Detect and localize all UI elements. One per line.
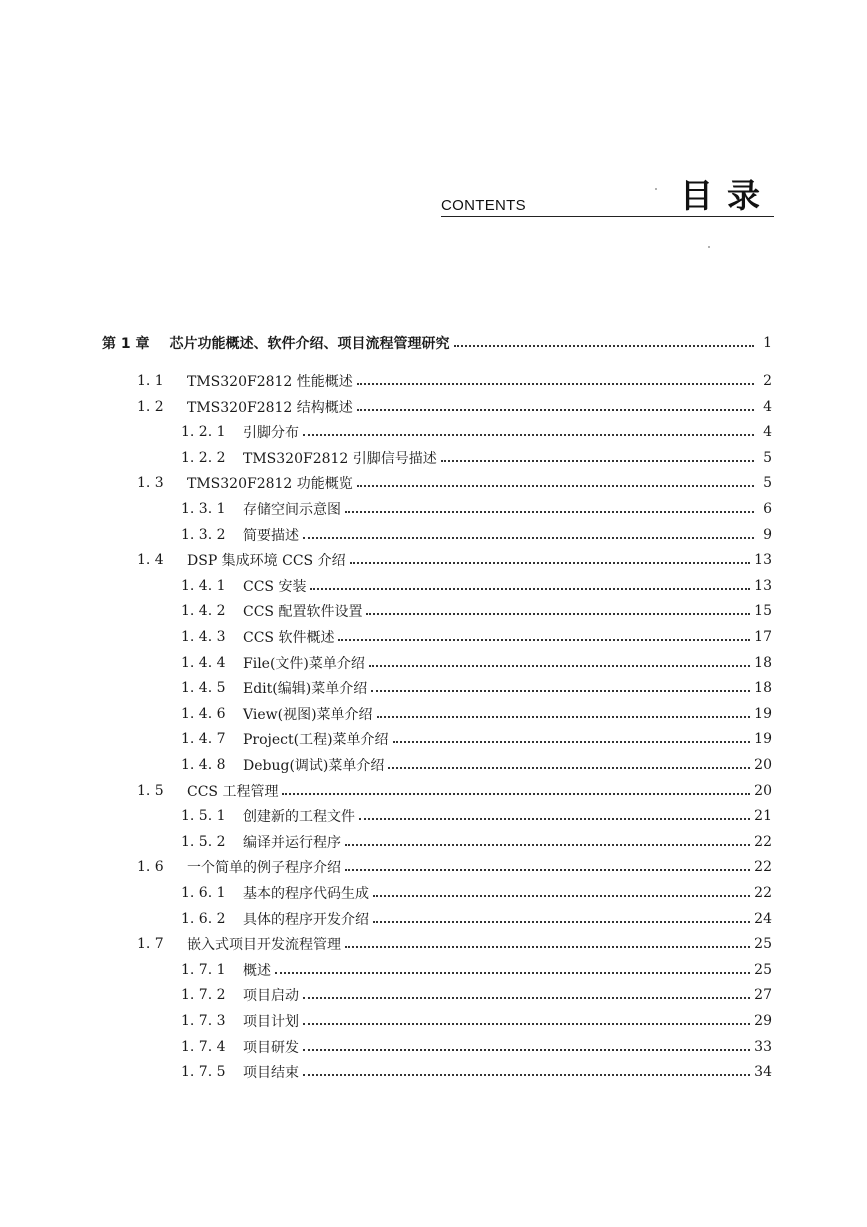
toc-title: 创建新的工程文件: [243, 809, 355, 826]
toc-subsection-entry: [181, 831, 772, 853]
toc-section-entry: [137, 780, 772, 802]
dot-leader: [303, 537, 754, 539]
toc-page-number: 29: [754, 1013, 772, 1029]
toc-title: 项目计划: [243, 1014, 299, 1030]
toc-number: 1. 3. 2: [181, 526, 226, 543]
toc-number: 1. 4: [137, 552, 164, 569]
toc-number: 1. 4. 5: [181, 680, 226, 697]
toc-title: 项目启动: [243, 988, 299, 1005]
toc-number: 1. 2: [137, 398, 164, 415]
toc-number: 1. 4. 4: [181, 654, 226, 671]
toc-page-number: 25: [754, 936, 772, 953]
dot-leader: [303, 1049, 750, 1051]
toc-title: 项目结束: [243, 1065, 299, 1082]
toc-number: 1. 7. 2: [181, 987, 226, 1004]
toc-page-number: 27: [754, 987, 772, 1004]
dot-leader: [388, 767, 750, 769]
dot-leader: [371, 690, 750, 692]
toc-section-entry: [137, 933, 772, 955]
contents-heading-en: CONTENTS: [441, 197, 526, 214]
toc-title: CCS 工程管理: [187, 783, 279, 800]
scan-speck: [708, 246, 710, 248]
toc-page-number: 17: [754, 629, 772, 645]
dot-leader: [357, 485, 754, 487]
toc-section-entry: [137, 549, 772, 571]
toc-title: CCS 配置软件设置: [243, 604, 363, 621]
toc-page-number: 25: [754, 961, 772, 978]
toc-number: 1. 7. 3: [181, 1013, 226, 1029]
toc-subsection-entry: [181, 1036, 772, 1058]
toc-page-number: 22: [754, 859, 772, 876]
toc-page-number: 21: [754, 808, 772, 825]
toc-page-number: 19: [754, 731, 772, 748]
toc-title: Edit(编辑)菜单介绍: [243, 681, 368, 698]
toc-page-number: 9: [763, 526, 772, 543]
dot-leader: [345, 946, 750, 948]
toc-title: 嵌入式项目开发流程管理: [187, 937, 341, 954]
dot-leader: [369, 665, 750, 667]
toc-title: 编译并运行程序: [243, 834, 341, 851]
toc-title: TMS320F2812 结构概述: [187, 399, 353, 416]
toc-title: 基本的程序代码生成: [243, 886, 369, 902]
dot-leader: [393, 741, 751, 743]
dot-leader: [366, 613, 750, 615]
toc-title: 具体的程序开发介绍: [243, 911, 369, 928]
dot-leader: [345, 511, 754, 513]
dot-leader: [357, 383, 754, 385]
toc-section-entry: [137, 396, 772, 418]
toc-title: File(文件)菜单介绍: [243, 655, 365, 672]
dot-leader: [303, 1023, 750, 1025]
dot-leader: [350, 562, 751, 564]
toc-page-number: 13: [754, 552, 772, 569]
dot-leader: [373, 921, 750, 923]
dot-leader: [303, 997, 750, 999]
toc-subsection-entry: [181, 959, 772, 981]
toc-subsection-entry: [181, 703, 772, 725]
toc-title: 概述: [243, 962, 271, 979]
contents-heading-cn: 目录: [680, 176, 774, 215]
toc-number: 1. 6. 1: [181, 885, 226, 901]
toc-title: CCS 软件概述: [243, 630, 335, 646]
toc-number: 1. 6: [137, 859, 164, 876]
toc-page-number: 18: [754, 654, 772, 671]
dot-leader: [338, 639, 750, 641]
toc-subsection-entry: [181, 447, 772, 469]
toc-number: 1. 7: [137, 936, 164, 953]
toc-subsection-entry: [181, 498, 772, 520]
dot-leader: [275, 972, 750, 974]
toc-subsection-entry: [181, 805, 772, 827]
toc-title: CCS 安装: [243, 578, 307, 595]
toc-subsection-entry: [181, 984, 772, 1006]
toc-number: 1. 4. 3: [181, 629, 226, 645]
dot-leader: [310, 588, 750, 590]
toc-title: 项目研发: [243, 1039, 299, 1056]
dot-leader: [345, 869, 750, 871]
toc-number: 1. 7. 5: [181, 1064, 226, 1081]
toc-number: 1. 2. 2: [181, 449, 226, 466]
toc-number: 1. 4. 6: [181, 705, 226, 722]
toc-page-number: 22: [754, 885, 772, 901]
toc-subsection-entry: [181, 908, 772, 930]
toc-number: 第 1 章: [102, 336, 150, 352]
toc-number: 1. 3: [137, 475, 164, 492]
toc-subsection-entry: [181, 677, 772, 699]
dot-leader: [454, 345, 755, 347]
dot-leader: [377, 716, 751, 718]
toc-page-number: 15: [754, 603, 772, 620]
toc-title: 芯片功能概述、软件介绍、项目流程管理研究: [169, 336, 450, 352]
toc-subsection-entry: [181, 1010, 772, 1032]
toc-page-number: 22: [754, 833, 772, 850]
toc-subsection-entry: [181, 600, 772, 622]
toc-page-number: 5: [763, 475, 772, 492]
toc-page-number: 20: [754, 782, 772, 799]
dot-leader: [441, 460, 754, 462]
toc-page-number: 4: [763, 398, 772, 415]
toc-page-number: 24: [754, 910, 772, 927]
toc-section-entry: [137, 856, 772, 878]
toc-subsection-entry: [181, 754, 772, 776]
toc-page-number: 2: [763, 373, 772, 389]
toc-number: 1. 5: [137, 782, 164, 799]
toc-number: 1. 7. 4: [181, 1038, 226, 1055]
toc-title: TMS320F2812 引脚信号描述: [243, 450, 437, 467]
toc-page-number: 1: [763, 335, 772, 351]
toc-number: 1. 5. 1: [181, 808, 226, 825]
toc-title: 存储空间示意图: [243, 502, 341, 518]
toc-page-number: 33: [754, 1038, 772, 1055]
toc-page-number: 18: [754, 680, 772, 697]
dot-leader: [303, 434, 754, 436]
toc-subsection-entry: [181, 652, 772, 674]
toc-page-number: 19: [754, 705, 772, 722]
scan-speck: [655, 188, 657, 190]
toc-number: 1. 7. 1: [181, 961, 226, 978]
toc-number: 1. 4. 8: [181, 757, 226, 773]
toc-number: 1. 6. 2: [181, 910, 226, 927]
toc-chapter-entry: [102, 332, 772, 354]
toc-page-number: 4: [763, 424, 772, 441]
dot-leader: [359, 818, 750, 820]
dot-leader: [373, 895, 750, 897]
toc-number: 1. 4. 7: [181, 731, 226, 748]
toc-title: 一个简单的例子程序介绍: [187, 860, 341, 877]
toc-number: 1. 2. 1: [181, 424, 226, 441]
dot-leader: [357, 409, 754, 411]
toc-subsection-entry: [181, 524, 772, 546]
dot-leader: [282, 793, 750, 795]
toc-section-entry: [137, 370, 772, 392]
toc-subsection-entry: [181, 1061, 772, 1083]
toc-number: 1. 4. 2: [181, 603, 226, 620]
toc-title: DSP 集成环境 CCS 介绍: [187, 553, 346, 570]
toc-subsection-entry: [181, 626, 772, 648]
toc-title: Debug(调试)菜单介绍: [243, 758, 385, 774]
toc-number: 1. 3. 1: [181, 501, 226, 517]
toc-title: 引脚分布: [243, 425, 299, 442]
toc-section-entry: [137, 472, 772, 494]
dot-leader: [345, 844, 750, 846]
toc-subsection-entry: [181, 728, 772, 750]
toc-number: 1. 4. 1: [181, 577, 226, 594]
toc-page-number: 13: [754, 577, 772, 594]
toc-page-number: 20: [754, 757, 772, 773]
toc-page-number: 34: [754, 1064, 772, 1081]
heading-rule: [441, 216, 774, 217]
toc-title: View(视图)菜单介绍: [243, 706, 373, 723]
toc-title: Project(工程)菜单介绍: [243, 732, 389, 749]
dot-leader: [303, 1074, 750, 1076]
toc-subsection-entry: [181, 575, 772, 597]
toc-subsection-entry: [181, 421, 772, 443]
toc-page-number: 5: [763, 449, 772, 466]
toc-subsection-entry: [181, 882, 772, 904]
toc-title: TMS320F2812 功能概览: [187, 476, 353, 493]
toc-title: TMS320F2812 性能概述: [187, 374, 353, 390]
toc-title: 简要描述: [243, 527, 299, 544]
toc-number: 1. 5. 2: [181, 833, 226, 850]
toc-page-number: 6: [763, 501, 772, 517]
toc-number: 1. 1: [137, 373, 164, 389]
